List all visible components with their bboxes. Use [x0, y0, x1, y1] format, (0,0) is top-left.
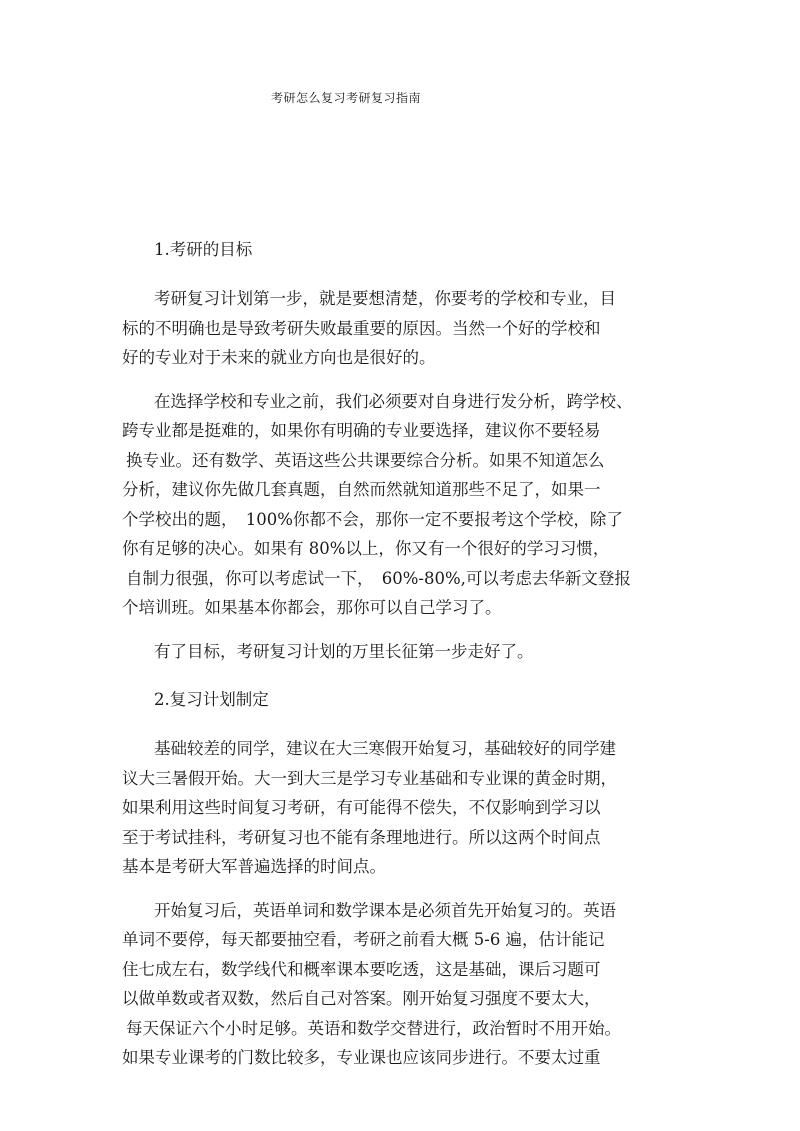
paragraph — [122, 284, 702, 373]
text-line: 跨专业都是挺难的，如果你有明确的专业要选择，建议你不要轻易 — [122, 421, 601, 440]
text-line: 你有足够的决心。如果有 80%以上，你又有一个很好的学习习惯， — [122, 539, 610, 558]
text-line: 单词不要停，每天都要抽空看，考研之前看大概 5-6 遍，估计能记 — [122, 930, 605, 949]
text-line: 好的专业对于未来的就业方向也是很好的。 — [122, 348, 436, 367]
paragraph — [122, 734, 702, 882]
paragraph — [122, 896, 702, 1073]
paragraph — [122, 387, 702, 623]
paragraph — [122, 637, 702, 667]
text-line: 换专业。还有数学、英语这些公共课要综合分析。如果不知道怎么 — [126, 450, 605, 470]
text-line: 个培训班。如果基本你都会，那你可以自己学习了。 — [122, 598, 502, 617]
text-line: 自制力很强，你可以考虑试一下， 60%-80%,可以考虑去华新文登报 — [126, 568, 631, 588]
document-title: 考研怎么复习考研复习指南 — [271, 91, 422, 105]
text-line: 标的不明确也是导致考研失败最重要的原因。当然一个好的学校和 — [122, 318, 601, 338]
text-line: 基础较差的同学，建议在大三寒假开始复习，基础较好的同学建 — [154, 739, 616, 758]
text-line: 如果专业课考的门数比较多，专业课也应该同步进行。不要太过重 — [122, 1048, 601, 1067]
text-line: 每天保证六个小时足够。英语和数学交替进行，政治暂时不用开始。 — [126, 1018, 621, 1038]
text-line: 议大三暑假开始。大一到大三是学习专业基础和专业课的黄金时期， — [122, 768, 617, 788]
text-line: 开始复习后，英语单词和数学课本是必须首先开始复习的。英语 — [154, 900, 616, 920]
text-line: 基本是考研大军普遍选择的时间点。 — [122, 857, 386, 876]
section-heading: 2.复习计划制定 — [154, 690, 269, 709]
text-line: 住七成左右，数学线代和概率课本要吃透，这是基础，课后习题可 — [122, 959, 601, 979]
text-line: 分析，建议你先做几套真题，自然而然就知道那些不足了，如果一 — [122, 480, 601, 499]
text-line: 如果利用这些时间复习考研，有可能得不偿失，不仅影响到学习以 — [122, 798, 601, 817]
document-body — [122, 230, 702, 1087]
text-line: 有了目标，考研复习计划的万里长征第一步走好了。 — [154, 641, 534, 661]
text-line: 至于考试挂科，考研复习也不能有条理地进行。所以这两个时间点 — [122, 827, 601, 847]
text-line: 以做单数或者双数，然后自己对答案。刚开始复习强度不要太大， — [122, 989, 601, 1008]
text-line: 在选择学校和专业之前，我们必须要对自身进行发分析，跨学校、 — [154, 391, 633, 411]
text-line: 考研复习计划第一步，就是要想清楚，你要考的学校和专业，目 — [154, 289, 616, 308]
text-line: 个学校出的题， 100%你都不会，那你一定不要报考这个学校，除了 — [122, 509, 623, 529]
section-heading: 1.考研的目标 — [154, 240, 253, 259]
